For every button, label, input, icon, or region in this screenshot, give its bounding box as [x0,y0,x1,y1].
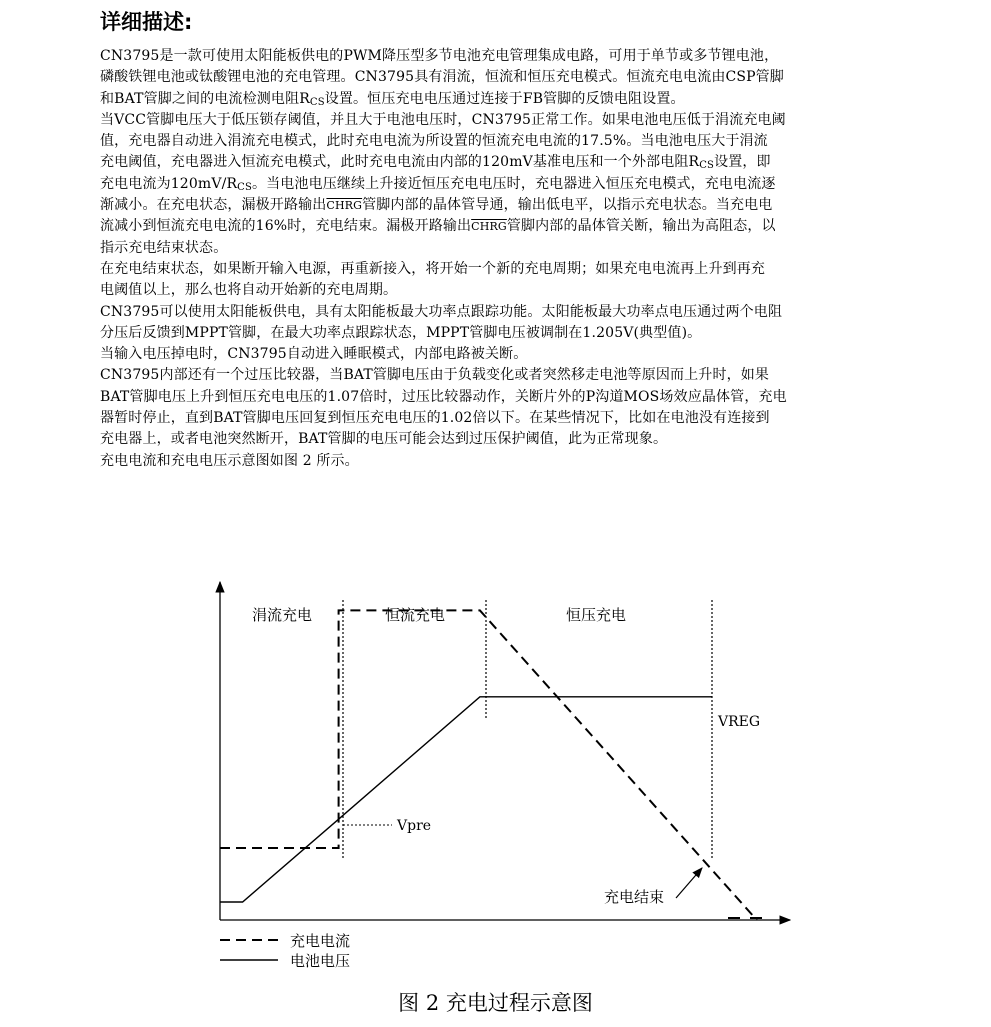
legend-voltage-label: 电池电压 [290,952,351,970]
paragraph-2: 当VCC管脚电压大于低压锁存阈值，并且大于电池电压时，CN3795正常工作。如果电池电压低于涓流充电阈 值，充电器自动进入涓流充电模式，此时充电电流为所设置的恒流充电电流的17.5%。当电池电压大于涓流 充电阈值，充电器进入恒流充电模式，此时充电电流由内部的120mV基准电压和一个外部电阻$R_{CS}$设置，即 充电电流为$120mV/R_{CS}$。当电池电压继续上升接近恒压充电电压时，充电器进入恒压充电模式，充电电流逐 渐减小。在充电状态，漏极开路输出CHRG管脚内部的晶体管导通，输出低电平，以指示充电状态。当充电电 流减小到恒流充电电流的16%时，充电结束。漏极开路输出CHRG管脚内部的晶体管关断，输出为高阻态，以 指示充电结束状态。 [100,111,786,256]
chrg-pin-label: CHRG [326,199,363,213]
paragraph-4: CN3795可以使用太阳能板供电，具有太阳能板最大功率点跟踪功能。太阳能板最大功率点电压通过两个电阻 分压后反馈到MPPT管脚，在最大功率点跟踪状态，MPPT管脚电压被调制在1.205V(典型值)。 [100,303,783,341]
paragraph-7: 充电电流和充电电压示意图如图 2 所示。 [100,452,359,469]
paragraph-3: 在充电结束状态，如果断开输入电源，再重新接入，将开始一个新的充电周期；如果充电电流再上升到再充 电阈值以上，那么也将自动开始新的充电周期。 [100,260,766,299]
end-label: 充电结束 [604,888,665,906]
chrg-pin-label: CHRG [471,220,507,234]
legend-current-label: 充电电流 [290,932,351,950]
end-pointer [676,868,702,898]
paragraph-6: CN3795内部还有一个过压比较器，当BAT管脚电压由于负载变化或者突然移走电池等原因而上升时，如果 BAT管脚电压上升到恒压充电电压的1.07倍时，过压比较器动作，关断片外的P沟道MOS场效应晶体管，充电 器暂时停止，直到BAT管脚电压回复到恒压充电电压的1.02倍以下。在某些情况下，比如在电池没有连接到 充电器上，或者电池突然断开，BAT管脚的电压可能会达到过压保护阈值，此为正常现象。 [100,367,787,448]
region-label-cc: 恒流充电 [384,606,446,624]
figure-caption: 图 2 充电过程示意图 [398,991,593,1015]
section-heading: 详细描述: [100,10,193,34]
region-label-trickle: 涓流充电 [251,606,313,624]
paragraph-5: 当输入电压掉电时，CN3795自动进入睡眠模式，内部电路被关断。 [100,346,528,363]
vreg-label: VREG [718,714,761,730]
region-label-cv: 恒压充电 [565,606,627,624]
paragraph-1: CN3795是一款可使用太阳能板供电的PWM降压型多节电池充电管理集成电路，可用于单节或多节锂电池， 磷酸铁锂电池或钛酸锂电池的充电管理。CN3795具有涓流，恒流和恒压充电模式。恒流充电电流由CSP管脚 和BAT管脚之间的电流检测电阻$R_{CS}$设置。恒压充电电压通过连接于FB管脚的反馈电阻设置。 [100,48,784,108]
charge-current-line [220,610,757,920]
battery-voltage-line [220,697,712,902]
vpre-label: Vpre [397,818,432,834]
